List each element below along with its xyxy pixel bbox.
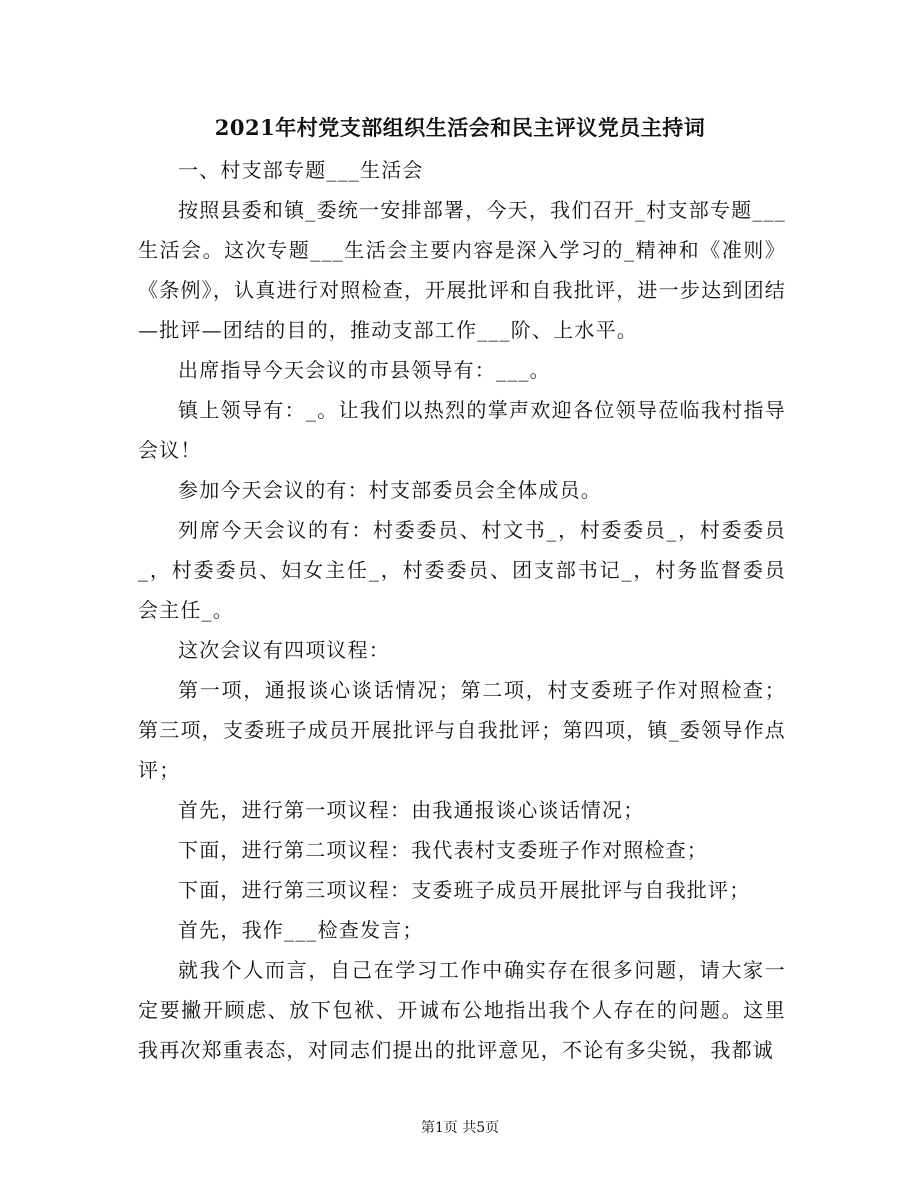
paragraph: 按照县委和镇_委统一安排部署，今天，我们召开_村支部专题___生活会。这次专题___生活会主要内容是深入学习的_精神和《准则》《条例》，认真进行对照检查，开展批评和自我批评，进一步达到团结—批评—团结的目的，推动支部工作___阶、上水平。: [138, 198, 786, 342]
paragraph: 就我个人而言，自己在学习工作中确实存在很多问题，请大家一定要撇开顾虑、放下包袱、开诚布公地指出我个人存在的问题。这里我再次郑重表态，对同志们提出的批评意见，不论有多尖锐，我都诚: [138, 958, 786, 1062]
paragraph: 一、村支部专题___生活会: [178, 158, 424, 182]
paragraph: 首先，进行第一项议程：由我通报谈心谈话情况；: [178, 798, 645, 822]
document-body: [138, 150, 786, 1070]
paragraph: 这次会议有四项议程：: [178, 638, 390, 662]
document-title: 2021年村党支部组织生活会和民主评议党员主持词: [214, 115, 706, 140]
page-number-footer: 第1页 共5页: [420, 1120, 500, 1136]
paragraph: 出席指导今天会议的市县领导有：___。: [178, 358, 551, 382]
paragraph: 第一项，通报谈心谈话情况；第二项，村支委班子作对照检查；第三项，支委班子成员开展批评与自我批评；第四项，镇_委领导作点评；: [138, 678, 786, 782]
paragraph: 参加今天会议的有：村支部委员会全体成员。: [178, 478, 602, 502]
paragraph: 下面，进行第三项议程：支委班子成员开展批评与自我批评；: [178, 878, 751, 902]
paragraph: 下面，进行第二项议程：我代表村支委班子作对照检查；: [178, 838, 708, 862]
paragraph: 列席今天会议的有：村委委员、村文书_，村委委员_，村委委员_，村委委员、妇女主任_，村委委员、团支部书记_，村务监督委员会主任_。: [138, 518, 786, 622]
paragraph: 首先，我作___检查发言；: [178, 918, 424, 942]
paragraph: 镇上领导有：_。让我们以热烈的掌声欢迎各位领导莅临我村指导会议！: [138, 398, 786, 462]
